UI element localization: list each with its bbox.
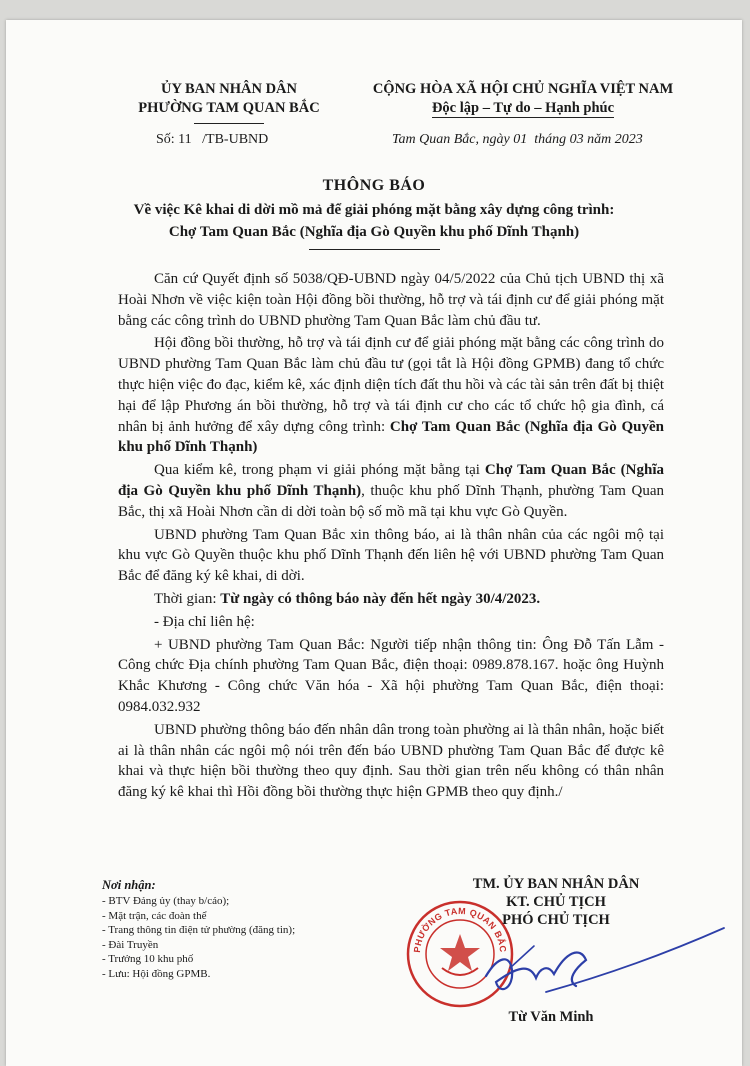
paragraph-contact-heading: - Địa chỉ liên hệ: — [154, 613, 255, 630]
paragraph-inventory — [118, 460, 664, 522]
paragraph-time — [118, 589, 664, 610]
document-body — [118, 269, 664, 805]
signature-title-1: TM. ỦY BAN NHÂN DÂN — [472, 876, 640, 892]
time-period: Từ ngày có thông báo này đến hết ngày 30/4/2023. — [220, 590, 541, 607]
recipients-block — [102, 878, 402, 982]
national-motto: Độc lập – Tự do – Hạnh phúc — [431, 100, 615, 116]
document-title: THÔNG BÁO — [322, 177, 426, 194]
paragraph-announcement: UBND phường Tam Quan Bắc xin thông báo, ai là thân nhân của các ngôi mộ tại khu vực Gò Quyền thuộc khu phố Dĩnh Thạnh đến liên hệ với UBND phường Tam Quan Bắc để đăng ký kê khai, di dời. — [118, 526, 664, 585]
paragraph-inventory-text-2: , thuộc khu phố Dĩnh Thạnh, phường Tam Quan Bắc, thị xã Hoài Nhơn cần di dời toàn bộ số mồ mã tại khu vực Gò Quyền. — [118, 482, 664, 520]
paragraph-contact-details: + UBND phường Tam Quan Bắc: Người tiếp nhận thông tin: Ông Đỗ Tấn Lẫm - Công chức Địa chính phường Tam Quan Bắc, điện thoại: 0989.878.167. hoặc ông Huỳnh Khắc Khương - Công chức Văn hóa - Xã hội phường Tam Quan Bắc, điện thoại: 0984.032.932 — [118, 636, 664, 715]
recipient-item: - Trưởng 10 khu phố — [102, 953, 194, 966]
document-page — [6, 20, 742, 1066]
paragraph-legal-basis: Căn cứ Quyết định số 5038/QĐ-UBND ngày 04/5/2022 của Chủ tịch UBND thị xã Hoài Nhơn về việc kiện toàn Hội đồng bồi thường, hỗ trợ và tái định cư để giải phóng mặt bằng các công trình do UBND phường Tam Quan Bắc làm chủ đầu tư. — [118, 271, 664, 329]
recipient-item: - BTV Đảng ủy (thay b/cáo); — [102, 895, 230, 907]
issuing-agency — [114, 80, 344, 118]
time-label: Thời gian: — [154, 590, 221, 607]
national-header — [358, 80, 688, 118]
agency-underline — [194, 123, 264, 124]
title-underline — [309, 249, 440, 250]
agency-line-2: PHƯỜNG TAM QUAN BẮC — [138, 100, 320, 116]
recipient-item: - Lưu: Hội đồng GPMB. — [102, 967, 211, 980]
paragraph-inventory-text-1: Qua kiểm kê, trong phạm vi giải phóng mặt bằng tại — [154, 462, 485, 479]
recipient-item: - Trang thông tin điện tử phường (đăng tin); — [102, 924, 296, 937]
recipients-title: Nơi nhận: — [102, 878, 156, 892]
paragraph-council-text: Hội đồng bồi thường, hỗ trợ và tái định cư để giải phóng mặt bằng các công trình do UBND phường Tam Quan Bắc làm chủ đầu tư (gọi tắt là Hội đồng GPMB) đang tổ chức thực hiện việc đo đạc, kiểm kê, xác định diện tích đất thu hồi và các tài sản trên đất bị thiệt hại để lập Phương án bồi thường, hỗ trợ và tái định cư cho các tổ chức hộ gia đình, cá nhân bị ảnh hưởng để xây dựng công trình: — [118, 335, 664, 435]
place-and-date: Tam Quan Bắc, ngày 01 tháng 03 năm 2023 — [392, 132, 643, 147]
recipient-item: - Đài Truyền — [102, 938, 159, 951]
signature-block — [436, 875, 676, 929]
svg-text:PHƯỜNG TAM QUAN BẮC: PHƯỜNG TAM QUAN BẮC — [411, 905, 509, 954]
signature-title-2: KT. CHỦ TỊCH — [506, 894, 606, 910]
paragraph-closing: UBND phường thông báo đến nhân dân trong toàn phường ai là thân nhân, hoặc biết ai là thân nhân các ngôi mộ nói trên đến báo UBND phường Tam Quan Bắc để được kê khai và thực hiện bồi thường theo quy định. Sau thời gian trên nếu không có thân nhân đăng ký kê khai thì Hồi đồng bồi thường thực hiện GPMB theo quy định./ — [118, 721, 664, 801]
document-number: Số: 11 /TB-UBND — [156, 132, 269, 147]
recipient-item: - Mặt trận, các đoàn thể — [102, 909, 207, 922]
project-name-2: Chợ Tam Quan Bắc (Nghĩa địa Gò Quyền khu phố Dĩnh Thạnh) — [118, 462, 665, 499]
signature-title-3: PHÓ CHỦ TỊCH — [502, 912, 610, 928]
paragraph-council — [118, 333, 664, 458]
signer-name: Từ Văn Minh — [508, 1009, 594, 1025]
country-name: CỘNG HÒA XÃ HỘI CHỦ NGHĨA VIỆT NAM — [372, 81, 674, 97]
subject-line-1: Về việc Kê khai di dời mồ mả để giải phóng mặt bằng xây dựng công trình: — [133, 202, 615, 218]
agency-line-1: ỦY BAN NHÂN DÂN — [160, 81, 297, 97]
project-name: Chợ Tam Quan Bắc (Nghĩa địa Gò Quyền khu phố Dĩnh Thạnh) — [118, 418, 664, 456]
subject-line-2: Chợ Tam Quan Bắc (Nghĩa địa Gò Quyền khu phố Dĩnh Thạnh) — [168, 224, 580, 240]
